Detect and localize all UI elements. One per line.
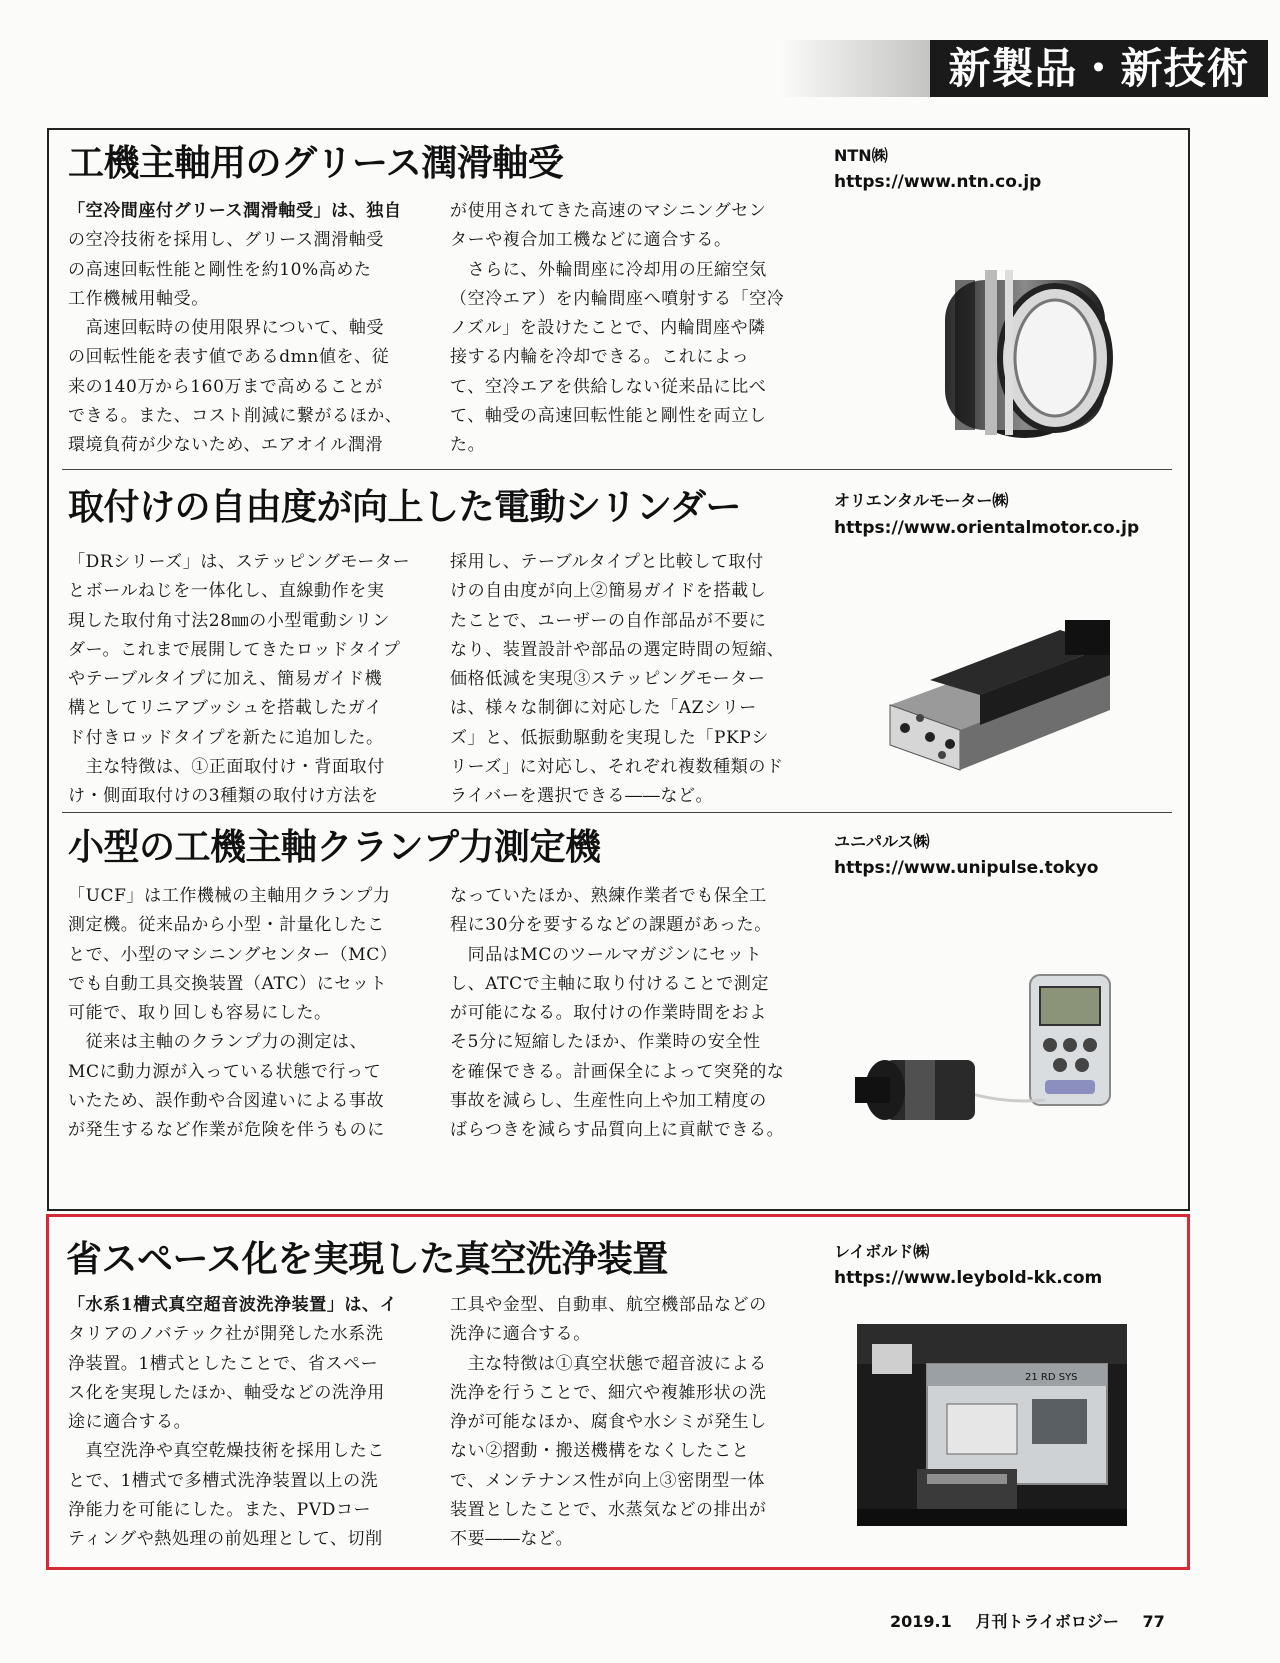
article-title: 小型の工機主軸クランプ力測定機	[68, 827, 601, 868]
article-column-left: 「DRシリーズ」は、ステッピングモーター とボールねじを一体化し、直線動作を実 現した取付角寸法28㎜の小型電動シリン ダー。これまで展開してきたロッドタイプ やテーブルタイプに加え、簡易ガイド機 構としてリニアブッシュを搭載したガイ ド付きロッドタイプを新たに追加した。 主な特徴は、①正面取付け・背面取付 け・側面取付けの3種類の取付け方法を	[68, 552, 411, 807]
company-url[interactable]: https://www.unipulse.tokyo	[834, 858, 1099, 878]
page-number: 77	[1142, 1612, 1165, 1631]
article-title: 工機主軸用のグリース潤滑軸受	[68, 143, 564, 184]
article-divider	[62, 812, 1172, 813]
article-column-left: 「UCF」は工作機械の主軸用クランプ力 測定機。従来品から小型・計量化したこ とで、小型のマシニングセンター（MC） でも自動工具交換装置（ATC）にセット 可能で、取り回しも容易にした。 従来は主軸のクランプ力の測定は、 MCに動力源が入っている状態で行って いたため、誤作動や合図違いによる事故 が発生するなど作業が危険を伴うものに	[68, 886, 398, 1141]
electric-cylinder-photo-icon	[870, 610, 1125, 775]
company-name: ユニパルス㈱	[834, 832, 930, 851]
clamp-force-meter-photo-icon	[845, 965, 1115, 1165]
vacuum-cleaning-machine-photo-icon	[857, 1324, 1127, 1526]
article-column-left: 「水系1槽式真空超音波洗浄装置」は、イ タリアのノバテック社が開発した水系洗 浄装置。1槽式としたことで、省スペー ス化を実現したほか、軸受などの洗浄用 途に適合する。 真空洗浄や真空乾燥技術を採用したこ とで、1槽式で多槽式洗浄装置以上の洗 浄能力を可能にした。また、PVDコー ティングや熱処理の前処理として、切削	[68, 1295, 398, 1550]
article-divider	[62, 469, 1172, 470]
article-title: 省スペース化を実現した真空洗浄装置	[66, 1239, 668, 1280]
article-column-right: 採用し、テーブルタイプと比較して取付 けの自由度が向上②簡易ガイドを搭載し たことで、ユーザーの自作部品が不要に なり、装置設計や部品の選定時間の短縮、 価格低減を実現③ステッピングモーター は、様々な制御に対応した「AZシリー ズ」と、低振動駆動を実現した「PKPシ リーズ」に対応し、それぞれ複数種類のド ライバーを選択できる――など。	[450, 552, 785, 807]
company-url[interactable]: https://www.ntn.co.jp	[834, 172, 1042, 192]
section-banner: 新製品・新技術	[930, 40, 1268, 97]
issue-date: 2019.1	[890, 1612, 952, 1631]
company-url[interactable]: https://www.leybold-kk.com	[834, 1268, 1103, 1288]
machine-label: 21 RD SYS	[1025, 1372, 1078, 1383]
magazine-name: 月刊トライボロジー	[975, 1612, 1119, 1631]
page-footer	[890, 1612, 1183, 1632]
bearing-photo-icon	[925, 240, 1125, 455]
company-name: レイボルド㈱	[834, 1242, 930, 1261]
article-column-right: なっていたほか、熟練作業者でも保全工 程に30分を要するなどの課題があった。 同品はMCのツールマガジンにセット し、ATCで主軸に取り付けることで測定 が可能になる。取付けの作業時間をおよ そ5分に短縮したほか、作業時の安全性 を確保できる。計画保全によって突発的な 事故を減らし、生産性向上や加工精度の ばらつきを減らす品質向上に貢献できる。	[450, 886, 785, 1141]
article-title: 取付けの自由度が向上した電動シリンダー	[68, 487, 742, 528]
company-name: オリエンタルモーター㈱	[834, 491, 1009, 510]
article-column-right: が使用されてきた高速のマシニングセン ターや複合加工機などに適合する。 さらに、外輪間座に冷却用の圧縮空気 （空冷エア）を内輪間座へ噴射する「空冷 ノズル」を設けたことで、内輪間座や隣 接する内輪を冷却できる。これによっ て、空冷エアを供給しない従来品に比べ て、軸受の高速回転性能と剛性を両立し た。	[450, 201, 785, 456]
company-name: NTN㈱	[834, 146, 888, 165]
banner-fade	[780, 40, 930, 97]
article-column-left: 「空冷間座付グリース潤滑軸受」は、独自 の空冷技術を採用し、グリース潤滑軸受 の高速回転性能と剛性を約10%高めた 工作機械用軸受。 高速回転時の使用限界について、軸受 の回転性能を表す値であるdmn値を、従 来の140万から160万まで高めることが できる。また、コスト削減に繋がるほか、 環境負荷が少ないため、エアオイル潤滑	[68, 201, 403, 456]
article-column-right: 工具や金型、自動車、航空機部品などの 洗浄に適合する。 主な特徴は①真空状態で超音波による 洗浄を行うことで、細穴や複雑形状の洗 浄が可能なほか、腐食や水シミが発生し ない②摺動・搬送機構をなくしたこと で、メンテナンス性が向上③密閉型一体 装置としたことで、水蒸気などの排出が 不要――など。	[450, 1295, 767, 1550]
company-url[interactable]: https://www.orientalmotor.co.jp	[834, 518, 1140, 538]
